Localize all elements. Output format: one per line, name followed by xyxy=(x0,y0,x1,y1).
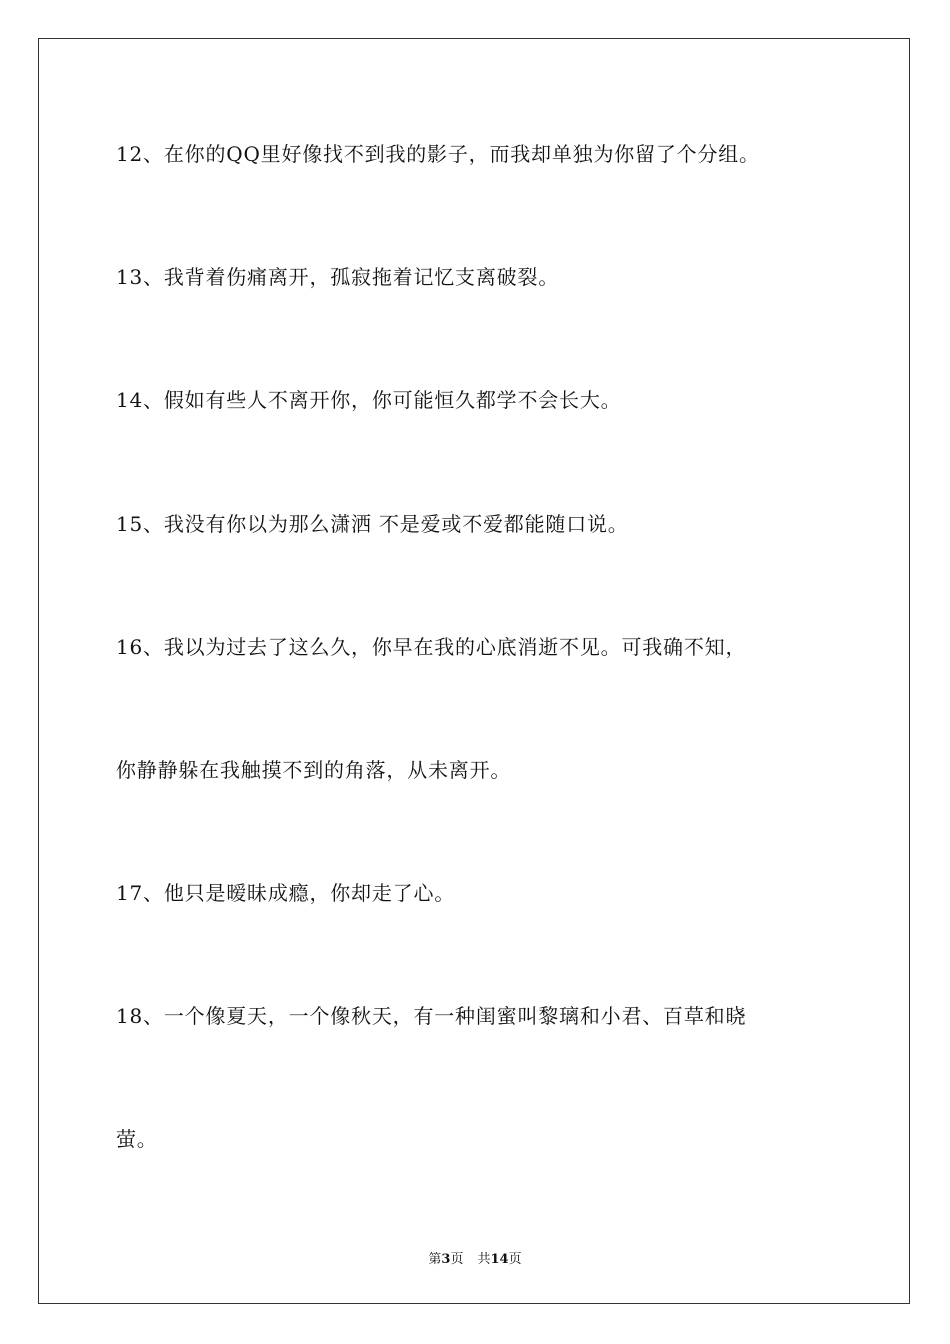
text-line-16-continued: 你静静躲在我触摸不到的角落，从未离开。 xyxy=(116,758,512,782)
total-prefix: 共 xyxy=(477,1252,491,1267)
page-border xyxy=(38,38,910,1304)
text-line-12: 12、在你的QQ里好像找不到我的影子，而我却单独为你留了个分组。 xyxy=(116,142,760,166)
page-prefix: 第 xyxy=(428,1252,442,1267)
text-line-16: 16、我以为过去了这么久，你早在我的心底消逝不见。可我确不知， xyxy=(116,635,747,659)
page-number: 3 xyxy=(441,1252,451,1267)
text-line-18-continued: 萤。 xyxy=(116,1127,158,1151)
page-footer xyxy=(0,1248,950,1267)
text-line-18: 18、一个像夏天，一个像秋天，有一种闺蜜叫黎璃和小君、百草和晓 xyxy=(116,1004,747,1028)
text-line-13: 13、我背着伤痛离开，孤寂拖着记忆支离破裂。 xyxy=(116,265,560,289)
page-suffix: 页 xyxy=(450,1252,464,1267)
text-line-17: 17、他只是暧昧成瘾，你却走了心。 xyxy=(116,881,456,905)
total-suffix: 页 xyxy=(508,1252,522,1267)
text-line-15: 15、我没有你以为那么潇洒 不是爱或不爱都能随口说。 xyxy=(116,512,629,536)
total-pages: 14 xyxy=(490,1252,509,1267)
text-line-14: 14、假如有些人不离开你，你可能恒久都学不会长大。 xyxy=(116,388,622,412)
